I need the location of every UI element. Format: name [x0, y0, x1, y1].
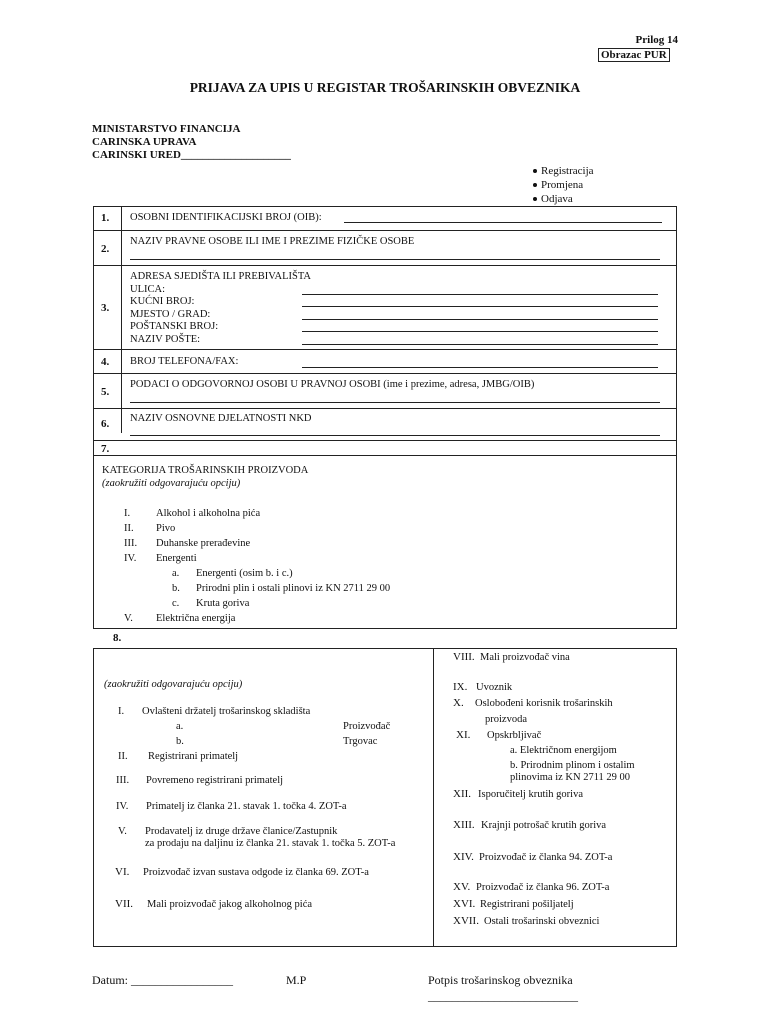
issuer-ministry: MINISTARSTVO FINANCIJA [92, 123, 241, 135]
date-field[interactable]: Datum: _________________ [92, 973, 233, 987]
post-office-input[interactable] [302, 344, 658, 345]
option-odjava[interactable]: Odjava [533, 193, 573, 205]
category-num: IV. [124, 553, 137, 564]
row-number: 4. [101, 356, 110, 368]
row-number: 1. [101, 212, 110, 224]
category-electricity[interactable]: Električna energija [156, 613, 236, 624]
option-num: XI. [456, 729, 471, 741]
row-number: 6. [101, 418, 110, 430]
option-producer-outside-suspension[interactable]: Proizvođač izvan sustava odgode iz članka 69. ZOT-a [143, 867, 369, 878]
postal-code-label: POŠTANSKI BROJ: [130, 321, 219, 332]
row-number: 2. [101, 243, 110, 255]
phone-label: BROJ TELEFONA/FAX: [130, 356, 239, 367]
section8-divider [433, 648, 434, 946]
category-energy-c[interactable]: Kruta goriva [196, 598, 250, 609]
option-num: II. [118, 751, 128, 762]
number-column-divider [121, 206, 122, 433]
option-num: XIV. [453, 851, 474, 863]
city-label: MJESTO / GRAD: [130, 309, 211, 320]
signature-label: Potpis trošarinskog obveznika [428, 973, 573, 987]
city-input[interactable] [302, 319, 658, 320]
option-registracija[interactable]: Registracija [533, 165, 594, 177]
signature-field[interactable]: _________________________ [428, 989, 578, 1003]
option-supplier[interactable]: Opskrbljivač [487, 730, 542, 741]
option-num: XVII. [453, 915, 479, 927]
subcategory-num: a. [172, 568, 180, 579]
option-num: IX. [453, 681, 468, 693]
option-num: I. [118, 706, 125, 717]
option-supplier-electricity[interactable]: a. Električnom energijom [510, 745, 617, 756]
option-distance-seller[interactable]: Prodavatelj iz druge države članice/Zastupnik [145, 826, 338, 837]
page-title: PRIJAVA ZA UPIS U REGISTAR TROŠARINSKIH OBVEZNIKA [189, 80, 581, 95]
category-beer[interactable]: Pivo [156, 523, 176, 534]
option-num: VI. [115, 866, 130, 878]
stamp-label: M.P [286, 973, 307, 987]
option-num: b. [176, 736, 184, 747]
category-energy-a[interactable]: Energenti (osim b. i c.) [196, 568, 293, 579]
option-importer[interactable]: Uvoznik [476, 682, 513, 693]
street-input[interactable] [302, 294, 658, 295]
option-other-obligors[interactable]: Ostali trošarinski obveznici [484, 916, 600, 927]
option-solid-fuel-supplier[interactable]: Isporučitelj krutih goriva [478, 789, 583, 800]
category-tobacco[interactable]: Duhanske prerađevine [156, 538, 251, 549]
option-exempt-user[interactable]: Oslobođeni korisnik trošarinskih [475, 698, 613, 709]
option-distance-seller-detail: za prodaju na daljinu iz članka 21. stavak 1. točka 5. ZOT-a [145, 838, 396, 849]
option-producer-art96[interactable]: Proizvođač iz članka 96. ZOT-a [476, 882, 610, 893]
street-label: ULICA: [130, 284, 165, 295]
activity-label: NAZIV OSNOVNE DJELATNOSTI NKD [130, 413, 312, 424]
section8-hint: (zaokružiti odgovarajuću opciju) [104, 679, 243, 690]
category-num: II. [124, 523, 134, 534]
category-num: III. [124, 538, 138, 549]
oib-input[interactable] [344, 222, 662, 223]
option-num: XII. [453, 788, 472, 800]
option-registered-consignor[interactable]: Registrirani pošiljatelj [480, 899, 574, 910]
option-solid-fuel-consumer[interactable]: Krajnji potrošač krutih goriva [481, 820, 607, 831]
row-number: 3. [101, 302, 110, 314]
issuer-administration: CARINSKA UPRAVA [92, 136, 197, 148]
option-trader[interactable]: Trgovac [343, 736, 378, 747]
category-energy-b[interactable]: Prirodni plin i ostali plinovi iz KN 2711 29 00 [196, 583, 391, 594]
row-number: 7. [101, 443, 110, 455]
row-number: 8. [113, 632, 122, 644]
option-num: XVI. [453, 898, 476, 910]
responsible-person-label: PODACI O ODGOVORNOJ OSOBI U PRAVNOJ OSOBI (ime i prezime, adresa, JMBG/OIB) [130, 379, 535, 390]
post-office-label: NAZIV POŠTE: [130, 334, 201, 345]
option-num: a. [176, 721, 184, 732]
option-num: VIII. [453, 651, 475, 663]
entity-name-label: NAZIV PRAVNE OSOBE ILI IME I PREZIME FIZIČKE OSOBE [130, 236, 415, 247]
option-num: X. [453, 697, 464, 709]
house-number-label: KUĆNI BROJ: [130, 296, 195, 307]
option-small-spirits-producer[interactable]: Mali proizvođač jakog alkoholnog pića [147, 899, 313, 910]
category-hint: (zaokružiti odgovarajuću opciju) [102, 478, 241, 489]
option-registered-recipient[interactable]: Registrirani primatelj [148, 751, 239, 762]
option-producer-art94[interactable]: Proizvođač iz članka 94. ZOT-a [479, 852, 613, 863]
category-num: V. [124, 613, 133, 624]
option-num: XIII. [453, 819, 475, 831]
option-supplier-gas-cont: plinovima iz KN 2711 29 00 [510, 772, 631, 783]
option-num: IV. [116, 801, 129, 812]
oib-label: OSOBNI IDENTIFIKACIJSKI BROJ (OIB): [130, 212, 322, 223]
phone-input[interactable] [302, 367, 658, 368]
attachment-label: Prilog 14 [635, 34, 678, 46]
option-num: XV. [453, 881, 471, 893]
activity-input[interactable] [130, 435, 660, 436]
form-code: Obrazac PUR [598, 48, 670, 62]
bullet-icon [533, 169, 537, 173]
row-number: 5. [101, 386, 110, 398]
category-alcohol[interactable]: Alkohol i alkoholna pića [156, 508, 261, 519]
option-supplier-gas[interactable]: b. Prirodnim plinom i ostalim [510, 760, 635, 771]
entity-name-input[interactable] [130, 259, 660, 260]
option-recipient-art21[interactable]: Primatelj iz članka 21. stavak 1. točka 4. ZOT-a [146, 801, 347, 812]
option-num: III. [116, 775, 130, 786]
category-title: KATEGORIJA TROŠARINSKIH PROIZVODA [102, 465, 309, 476]
option-small-wine-producer[interactable]: Mali proizvođač vina [480, 652, 570, 663]
subcategory-num: c. [172, 598, 180, 609]
bullet-icon [533, 197, 537, 201]
house-number-input[interactable] [302, 306, 658, 307]
option-producer[interactable]: Proizvođač [343, 721, 391, 732]
responsible-person-input[interactable] [130, 402, 660, 403]
address-label: ADRESA SJEDIŠTA ILI PREBIVALIŠTA [130, 271, 312, 282]
category-num: I. [124, 508, 131, 519]
issuer-office-field[interactable]: CARINSKI URED____________________ [92, 149, 291, 161]
postal-code-input[interactable] [302, 331, 658, 332]
option-promjena[interactable]: Promjena [533, 179, 583, 191]
option-num: VII. [115, 898, 134, 910]
subcategory-num: b. [172, 583, 180, 594]
option-num: V. [118, 826, 127, 837]
option-exempt-user-cont: proizvoda [485, 714, 527, 725]
option-occasional-recipient[interactable]: Povremeno registrirani primatelj [146, 775, 284, 786]
category-energy[interactable]: Energenti [156, 553, 197, 564]
option-authorised-warehouse[interactable]: Ovlašteni držatelj trošarinskog skladišta [142, 706, 311, 717]
bullet-icon [533, 183, 537, 187]
